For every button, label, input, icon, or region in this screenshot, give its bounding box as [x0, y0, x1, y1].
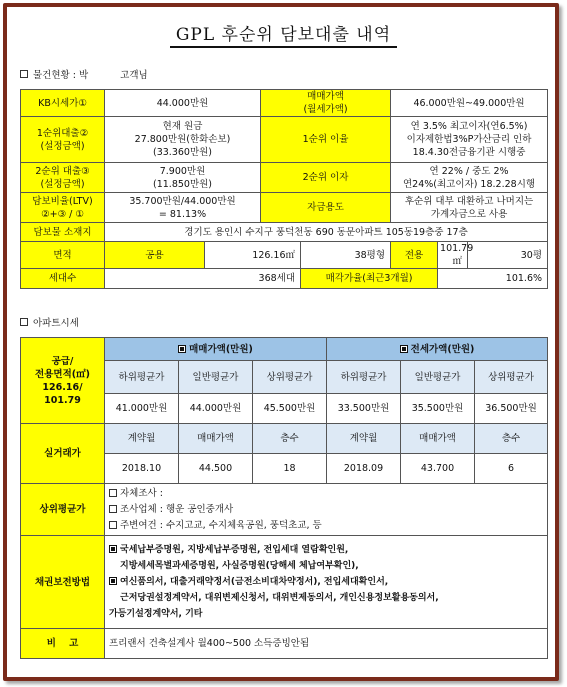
real-value: 43.700 [401, 454, 475, 484]
loan2-label: 2순위 대출③ (설정금액) [21, 163, 105, 193]
sale-rate-label: 매각가율(최근3개월) [301, 269, 438, 289]
checkbox-checked-icon [400, 345, 408, 353]
real-col-header: 층수 [475, 424, 548, 454]
checkbox-empty-icon [109, 505, 117, 513]
price-col-header: 상위평균가 [475, 361, 548, 394]
address-value: 경기도 용인시 수지구 풍덕천동 690 동문아파트 105동19층중 17층 [105, 223, 548, 242]
real-col-header: 계약월 [327, 424, 401, 454]
price-col-header: 하위평균가 [327, 361, 401, 394]
owner-suffix: 고객님 [120, 70, 148, 81]
int2-label: 2순위 이자 [261, 163, 391, 193]
real-col-header: 매매가액 [401, 424, 475, 454]
kb-value: 44.000만원 [105, 90, 261, 117]
remark-value: 프리랜서 건축설계사 월400~500 소득증빙안됨 [105, 629, 548, 659]
checkbox-checked-icon [178, 345, 186, 353]
upper-avg-label: 상위평균가 [21, 484, 105, 536]
checkbox-checked-icon [109, 545, 117, 553]
loan1-value: 현재 원금 27.800만원(한화손보) (33.360만원) [105, 117, 261, 163]
square-bullet-icon [20, 318, 28, 326]
real-col-header: 매매가액 [179, 424, 253, 454]
supply-pyeong: 38평형 [301, 242, 391, 269]
price-value: 36.500만원 [475, 394, 548, 424]
bond-method-detail: 국세납부증명원, 지방세납부증명원, 전입세대 열람확인원, 지방세세목별과세증명원, 사실증명원(당해세 체납여부확인), 여신품의서, 대출거래약정서(금전소비대차약정서), 전입세대확인서, 근저당권설정계약서, 대위변제신청서, 대위변제동의서, 개인신용정보활용동의서, 가등기설정계약서, 기타 [105, 536, 548, 629]
real-value: 2018.10 [105, 454, 179, 484]
use-label: 자금용도 [261, 193, 391, 223]
supply-value: 126.16㎡ [205, 242, 301, 269]
remark-label: 비 고 [21, 629, 105, 659]
apartment-price-table [20, 337, 548, 659]
price-value: 41.000만원 [105, 394, 179, 424]
price-value: 35.500만원 [401, 394, 475, 424]
loan-summary-table [20, 89, 548, 289]
real-trade-label: 실거래가 [21, 424, 105, 484]
section-label: 아파트시세 [33, 318, 79, 329]
area-label: 면적 [21, 242, 105, 269]
sale-label: 매매가액 (월세가액) [261, 90, 391, 117]
bond-method-label: 채권보전방법 [21, 536, 105, 629]
int1-value: 연 3.5% 최고이자(연6.5%) 이자제한법3%P가산금리 인하 18.4.30전금융기관 시행중 [391, 117, 548, 163]
households-label: 세대수 [21, 269, 105, 289]
exclusive-value: 101.79㎡ [438, 242, 468, 269]
price-col-header: 하위평균가 [105, 361, 179, 394]
price-col-header: 일반평균가 [179, 361, 253, 394]
supply-label: 공용 [105, 242, 205, 269]
section-property-status [20, 67, 148, 81]
ltv-value: 35.700만원/44.000만원 = 81.13% [105, 193, 261, 223]
document-title: GPL 후순위 담보대출 내역 [0, 20, 567, 45]
checkbox-checked-icon [109, 577, 117, 585]
real-value: 18 [253, 454, 327, 484]
checkbox-empty-icon [109, 489, 117, 497]
sale-price-header: 매매가액(만원) [105, 338, 327, 361]
real-col-header: 층수 [253, 424, 327, 454]
jeonse-price-header: 전세가액(만원) [327, 338, 548, 361]
loan2-value: 7.900만원 (11.850만원) [105, 163, 261, 193]
section-label: 물건현황 : 박 [33, 70, 89, 81]
households-value: 368세대 [105, 269, 301, 289]
sale-rate-value: 101.6% [438, 269, 548, 289]
ltv-label: 담보비율(LTV) ②+③ / ① [21, 193, 105, 223]
exclusive-label: 전용 [391, 242, 438, 269]
price-col-header: 일반평균가 [401, 361, 475, 394]
price-col-header: 상위평균가 [253, 361, 327, 394]
int1-label: 1순위 이율 [261, 117, 391, 163]
loan1-label: 1순위대출② (설정금액) [21, 117, 105, 163]
kb-label: KB시세가① [21, 90, 105, 117]
checkbox-empty-icon [109, 521, 117, 529]
sale-value: 46.000만원~49.000만원 [391, 90, 548, 117]
real-value: 44.500 [179, 454, 253, 484]
exclusive-pyeong: 30평 [468, 242, 548, 269]
real-col-header: 계약월 [105, 424, 179, 454]
upper-avg-detail: 자체조사 : 조사업체 : 행운 공인중개사 주변여건 : 수지고교, 수지체육공원, 풍덕초교, 등 [105, 484, 548, 536]
price-value: 33.500만원 [327, 394, 401, 424]
real-value: 2018.09 [327, 454, 401, 484]
section-apartment-price [20, 315, 79, 329]
int2-value: 연 22% / 중도 2% 연24%(최고이자) 18.2.28시행 [391, 163, 548, 193]
real-value: 6 [475, 454, 548, 484]
area-label: 공급/ 전용면적(㎡) 126.16/ 101.79 [21, 338, 105, 424]
price-value: 44.000만원 [179, 394, 253, 424]
price-value: 45.500만원 [253, 394, 327, 424]
square-bullet-icon [20, 70, 28, 78]
use-value: 후순위 대부 대환하고 나머지는 가계자금으로 사용 [391, 193, 548, 223]
address-label: 담보물 소재지 [21, 223, 105, 242]
